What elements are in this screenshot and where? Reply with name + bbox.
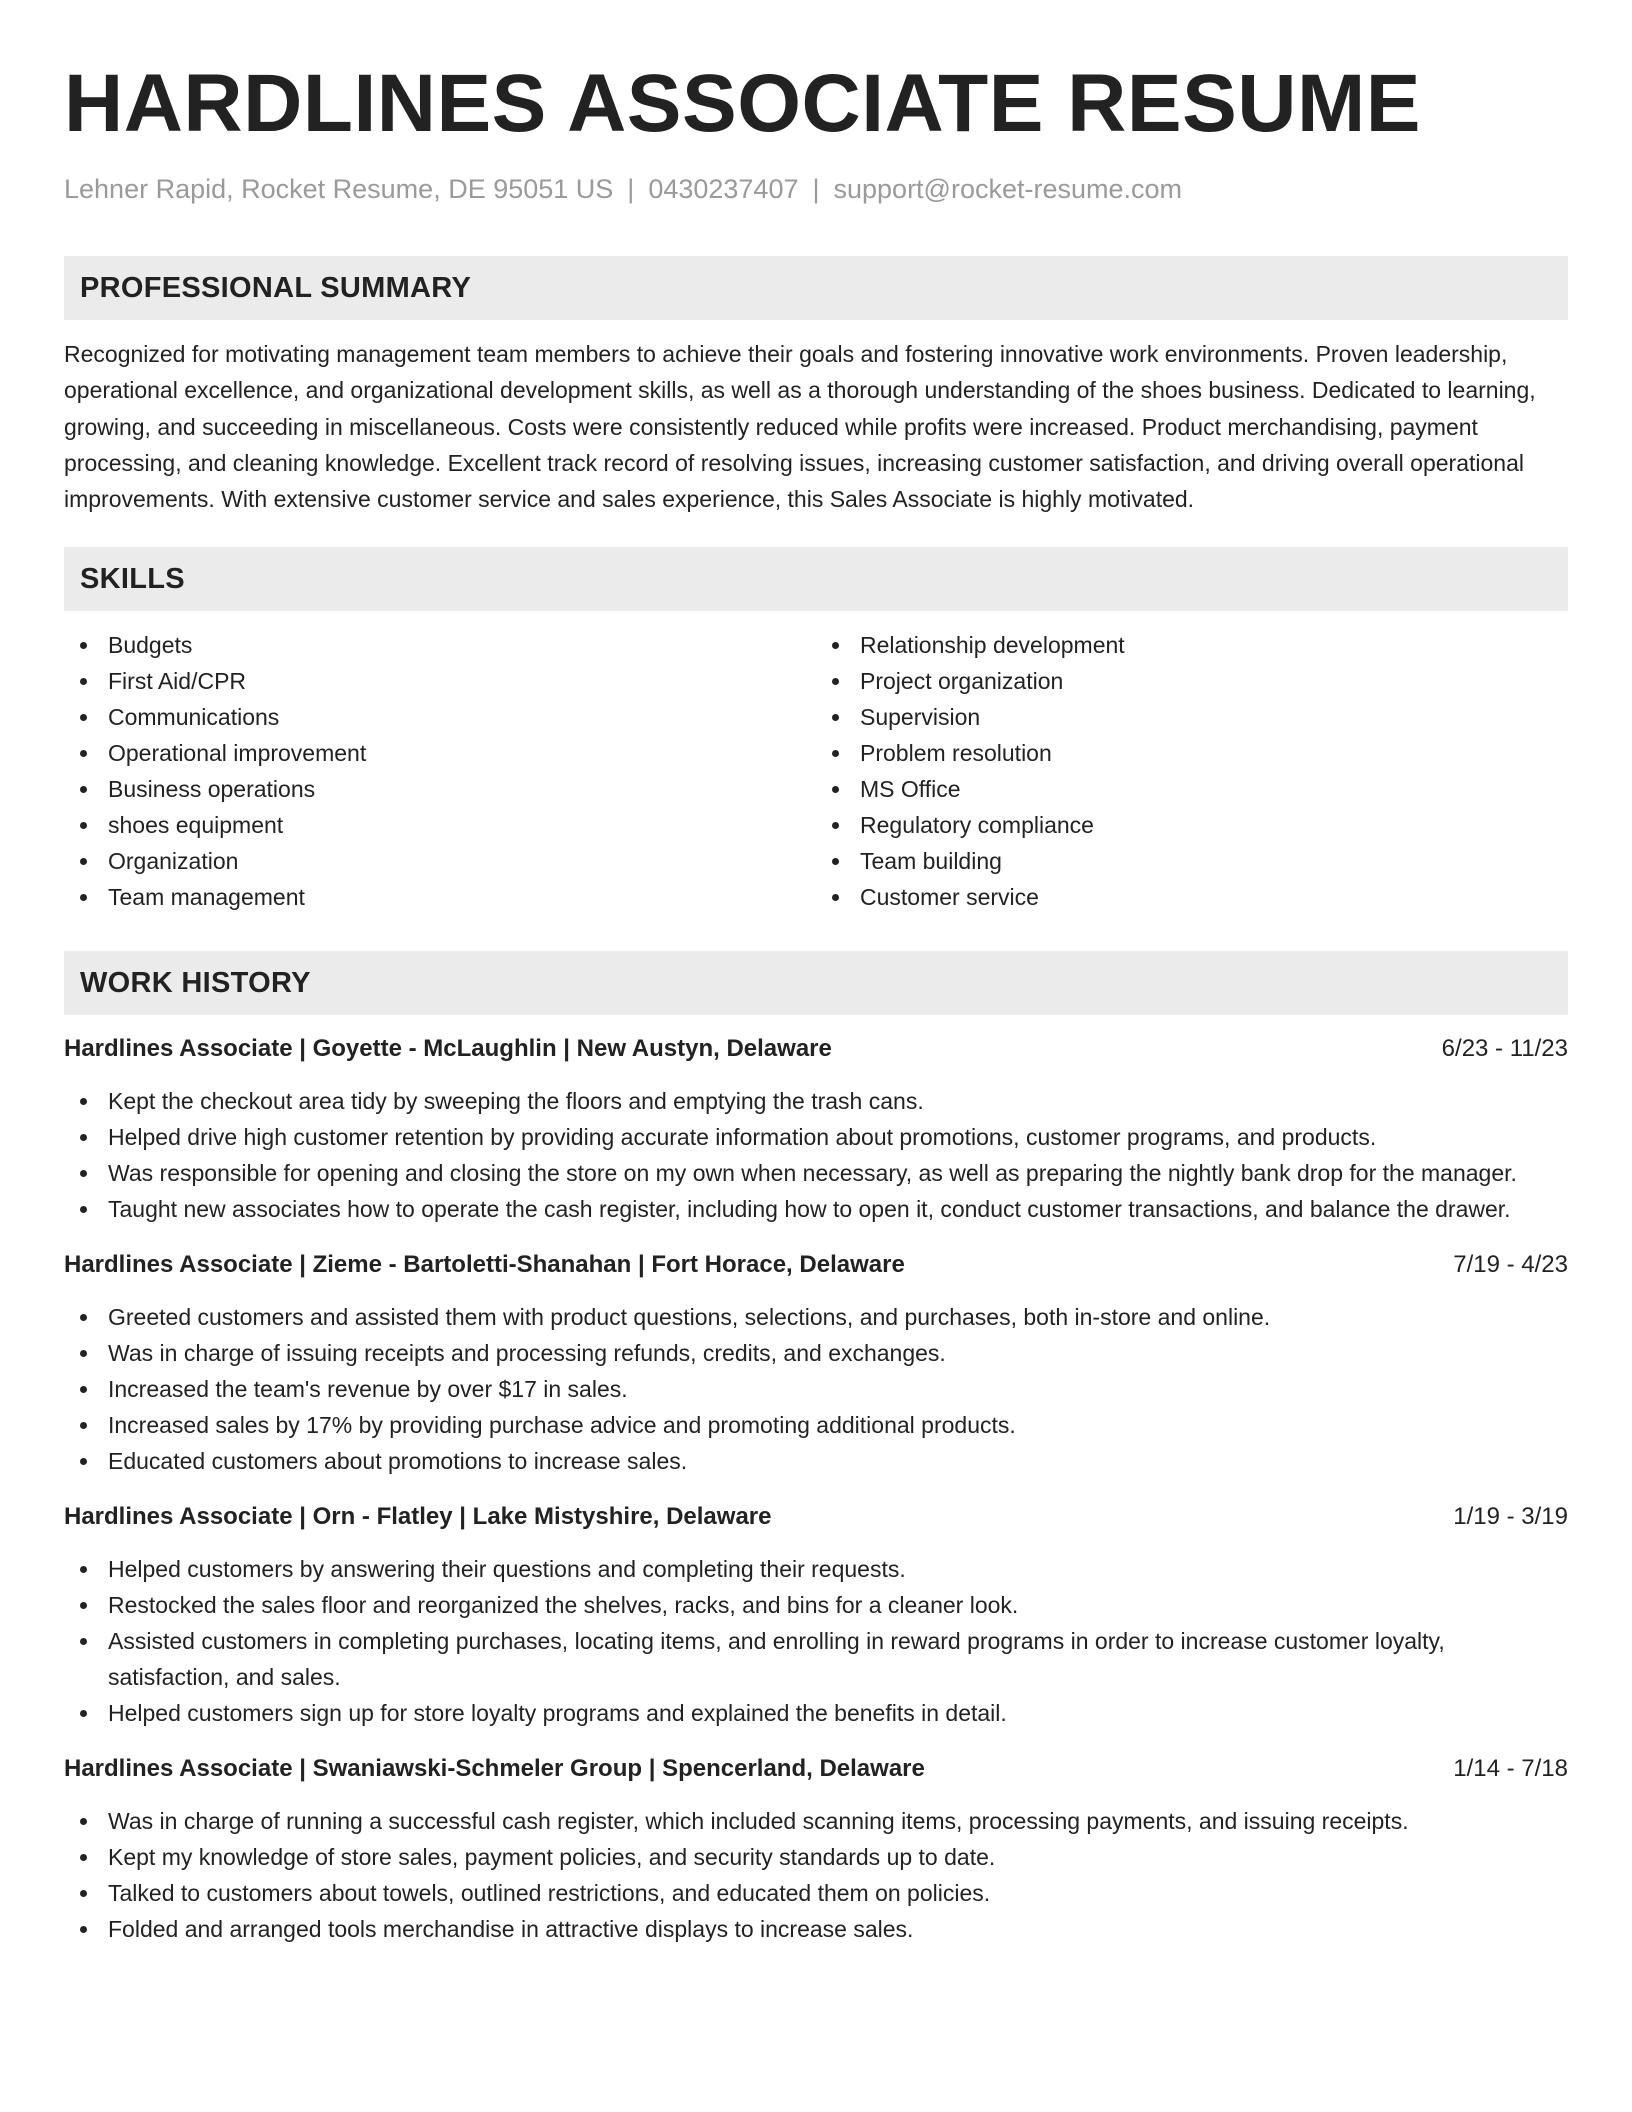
job-bullet: Folded and arranged tools merchandise in attractive displays to increase sales. [64, 1911, 1568, 1947]
skill-item: Communications [64, 699, 816, 735]
skill-item: Team management [64, 879, 816, 915]
job-dates: 7/19 - 4/23 [1453, 1251, 1568, 1279]
job-bullet: Was in charge of issuing receipts and processing refunds, credits, and exchanges. [64, 1335, 1568, 1371]
job-bullet: Greeted customers and assisted them with product questions, selections, and purchases, both in-store and online. [64, 1299, 1568, 1335]
job-bullet: Assisted customers in completing purchases, locating items, and enrolling in reward programs in order to increase customer loyalty, satisfaction, and sales. [64, 1623, 1568, 1695]
job-bullet: Restocked the sales floor and reorganized the shelves, racks, and bins for a cleaner look. [64, 1587, 1568, 1623]
job-header [64, 1751, 1568, 1787]
skill-item: Organization [64, 843, 816, 879]
job-header [64, 1499, 1568, 1535]
skill-item: MS Office [816, 771, 1568, 807]
job-bullet: Kept my knowledge of store sales, payment policies, and security standards up to date. [64, 1839, 1568, 1875]
skill-item: shoes equipment [64, 807, 816, 843]
contact-address: Lehner Rapid, Rocket Resume, DE 95051 US [64, 174, 614, 204]
work-history-heading: WORK HISTORY [64, 951, 1568, 1015]
resume-title: HARDLINES ASSOCIATE RESUME [64, 58, 1421, 149]
job-header [64, 1031, 1568, 1067]
skill-item: Project organization [816, 663, 1568, 699]
skill-item: Team building [816, 843, 1568, 879]
job-header [64, 1247, 1568, 1283]
summary-heading: PROFESSIONAL SUMMARY [64, 256, 1568, 320]
skills-column-left [64, 627, 816, 915]
skill-item: Business operations [64, 771, 816, 807]
job-bullet: Educated customers about promotions to increase sales. [64, 1443, 1568, 1479]
job-bullets [64, 1803, 1568, 1947]
job-entry [64, 1499, 1568, 1731]
job-dates: 1/14 - 7/18 [1453, 1755, 1568, 1783]
job-bullet: Kept the checkout area tidy by sweeping the floors and emptying the trash cans. [64, 1083, 1568, 1119]
job-bullet: Was in charge of running a successful cash register, which included scanning items, processing payments, and issuing receipts. [64, 1803, 1568, 1839]
job-dates: 6/23 - 11/23 [1441, 1035, 1568, 1063]
skills-heading: SKILLS [64, 547, 1568, 611]
skill-item: Budgets [64, 627, 816, 663]
job-entry [64, 1031, 1568, 1227]
summary-text: Recognized for motivating management team members to achieve their goals and fostering innovative work environments. Proven leadership, operational excellence, and organizational development skills, as well as a thorough understanding of the shoes business. Dedicated to learning, growing, and succeeding in miscellaneous. Costs were consistently reduced while profits were increased. Product merchandising, payment processing, and cleaning knowledge. Excellent track record of resolving issues, increasing customer satisfaction, and driving overall operational improvements. With extensive customer service and sales experience, this Sales Associate is highly motivated. [64, 341, 1536, 513]
job-bullets [64, 1083, 1568, 1227]
skill-item: Regulatory compliance [816, 807, 1568, 843]
job-bullet: Talked to customers about towels, outlined restrictions, and educated them on policies. [64, 1875, 1568, 1911]
job-bullets [64, 1551, 1568, 1731]
job-title: Hardlines Associate | Orn - Flatley | Lake Mistyshire, Delaware [64, 1503, 772, 1531]
skill-item: Problem resolution [816, 735, 1568, 771]
skill-item: Operational improvement [64, 735, 816, 771]
job-title: Hardlines Associate | Swaniawski-Schmeler Group | Spencerland, Delaware [64, 1755, 925, 1783]
job-title: Hardlines Associate | Zieme - Bartoletti-Shanahan | Fort Horace, Delaware [64, 1251, 905, 1279]
skill-item: First Aid/CPR [64, 663, 816, 699]
contact-separator: | [627, 174, 635, 204]
skill-item: Supervision [816, 699, 1568, 735]
contact-phone: 0430237407 [648, 174, 799, 204]
skill-item: Relationship development [816, 627, 1568, 663]
job-bullet: Increased the team's revenue by over $17 in sales. [64, 1371, 1568, 1407]
job-entry [64, 1751, 1568, 1947]
contact-email: support@rocket-resume.com [833, 174, 1183, 204]
job-bullet: Increased sales by 17% by providing purchase advice and promoting additional products. [64, 1407, 1568, 1443]
contact-line [64, 172, 1568, 206]
job-entry [64, 1247, 1568, 1479]
job-dates: 1/19 - 3/19 [1453, 1503, 1568, 1531]
skills-list [64, 627, 1568, 915]
skill-item: Customer service [816, 879, 1568, 915]
job-bullet: Helped customers sign up for store loyalty programs and explained the benefits in detail. [64, 1695, 1568, 1731]
job-bullet: Helped customers by answering their questions and completing their requests. [64, 1551, 1568, 1587]
job-bullets [64, 1299, 1568, 1479]
contact-separator: | [812, 174, 820, 204]
job-bullet: Helped drive high customer retention by providing accurate information about promotions, customer programs, and products. [64, 1119, 1568, 1155]
job-title: Hardlines Associate | Goyette - McLaughlin | New Austyn, Delaware [64, 1035, 832, 1063]
job-bullet: Was responsible for opening and closing the store on my own when necessary, as well as preparing the nightly bank drop for the manager. [64, 1155, 1568, 1191]
job-bullet: Taught new associates how to operate the cash register, including how to open it, conduct customer transactions, and balance the drawer. [64, 1191, 1568, 1227]
skills-column-right [816, 627, 1568, 915]
